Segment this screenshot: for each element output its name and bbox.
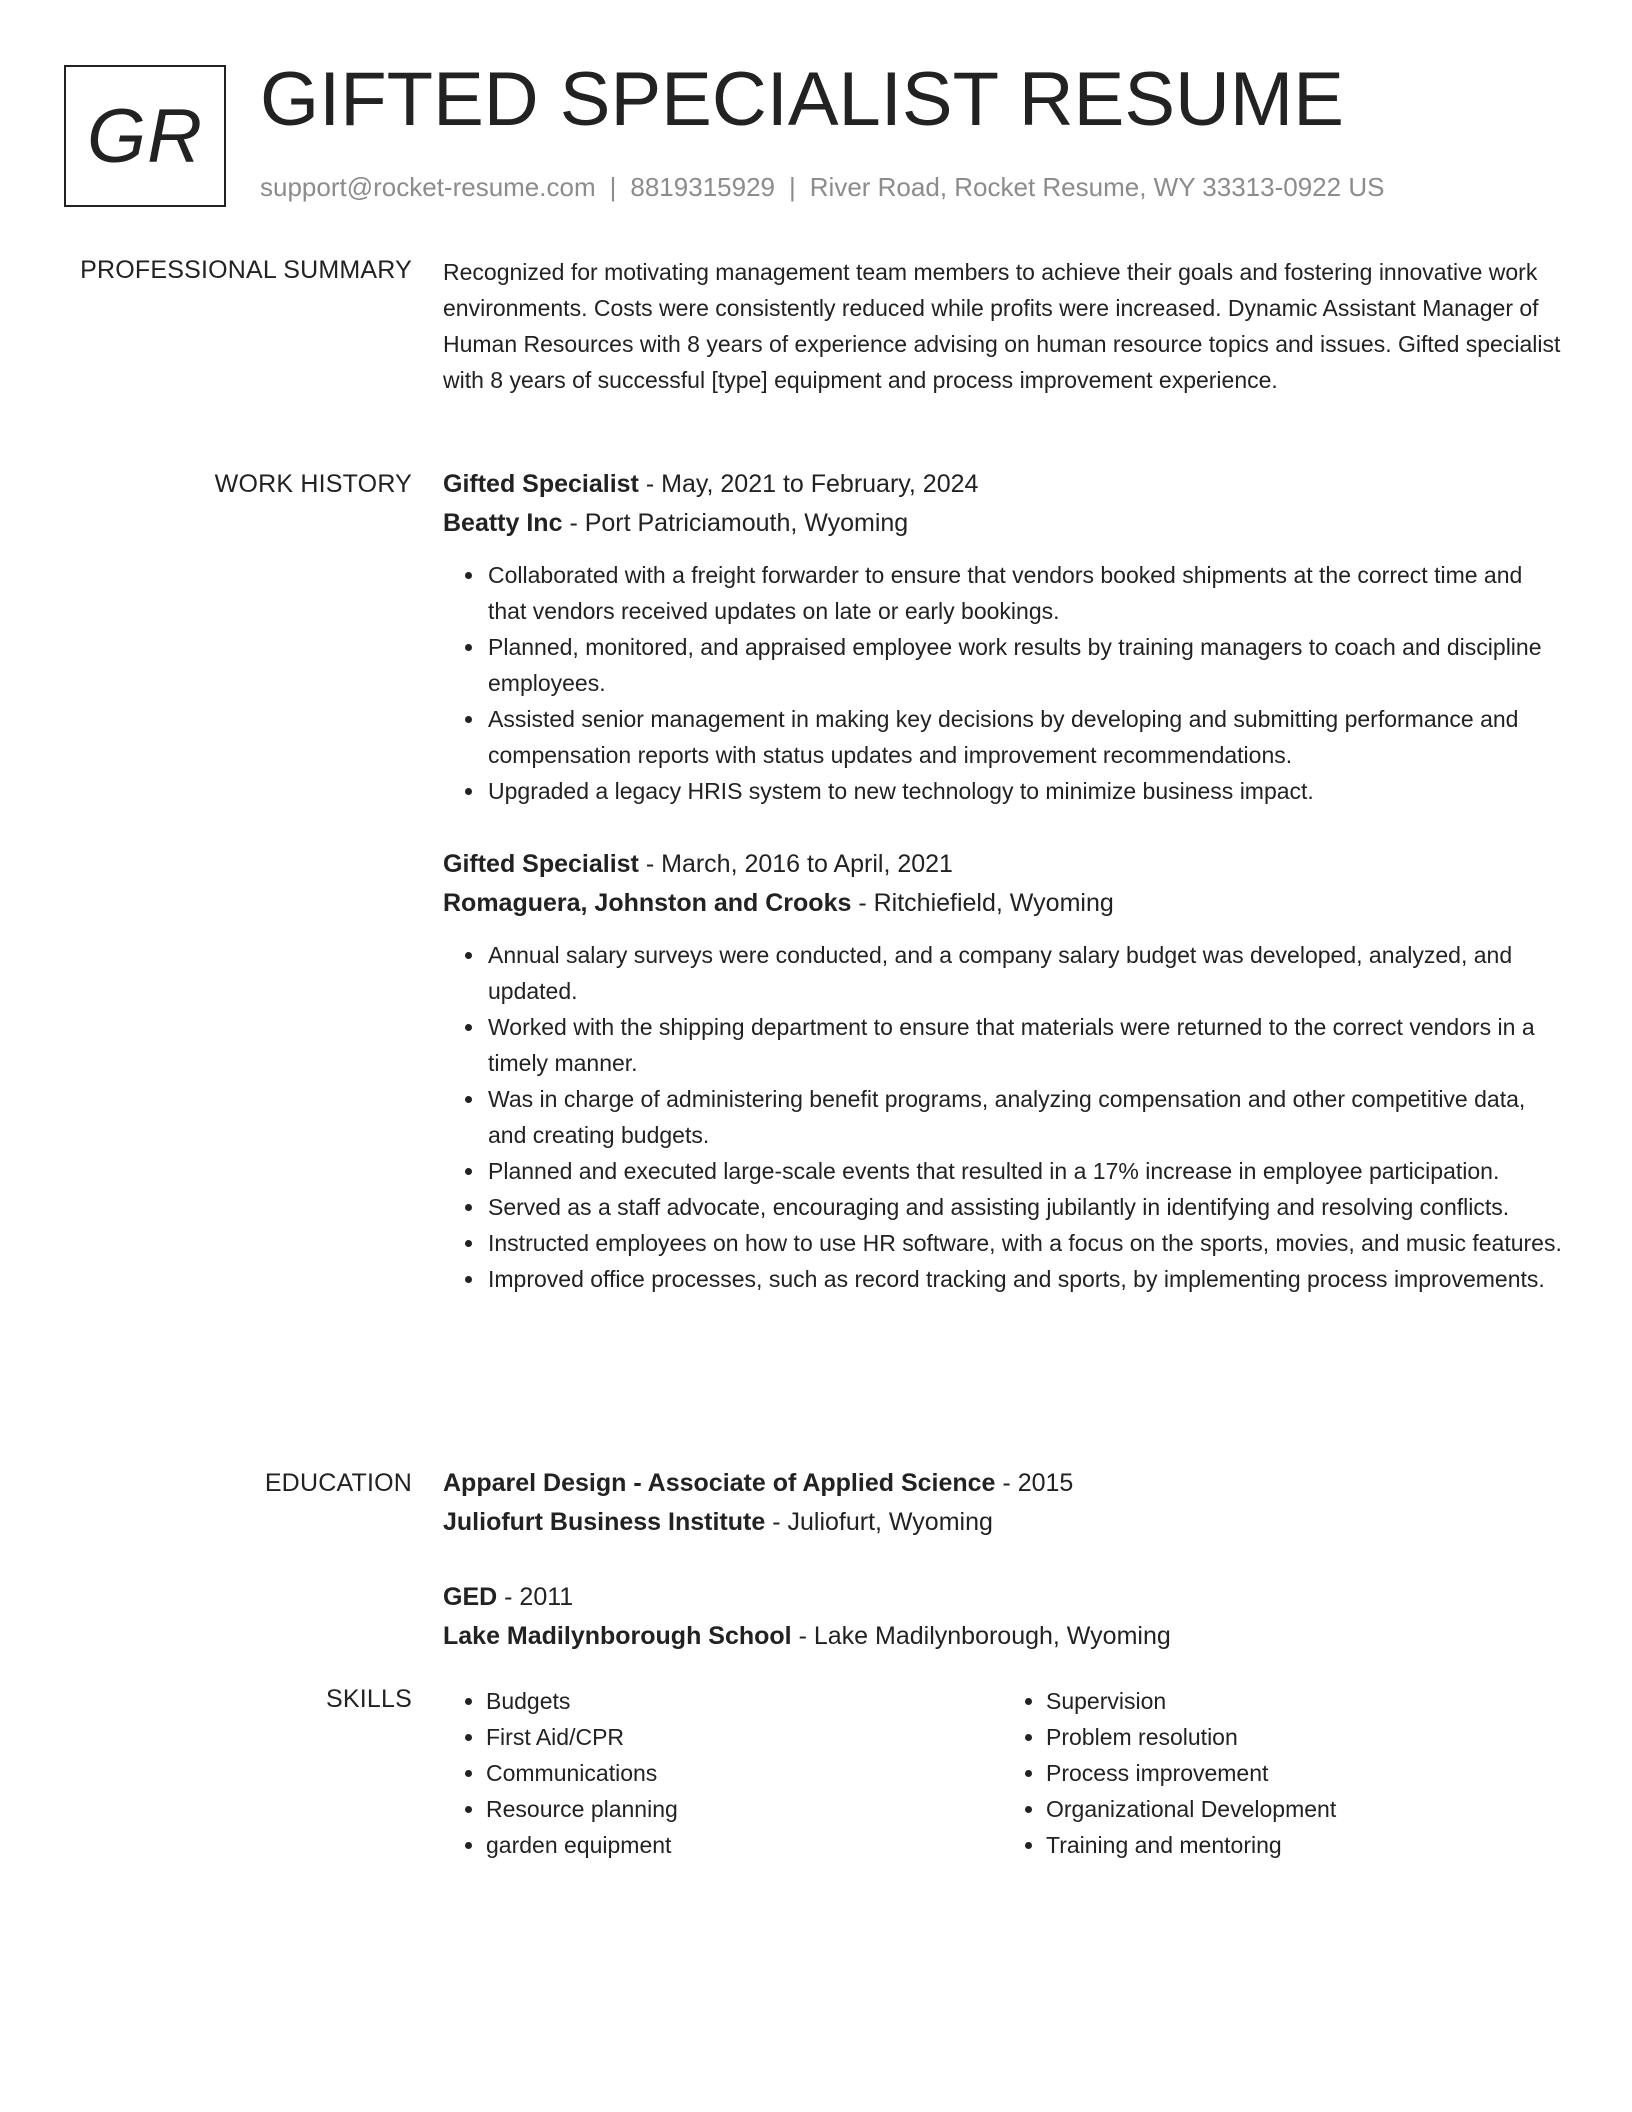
job-company-line: [443, 504, 1563, 543]
section-title-education: EDUCATION: [264, 1469, 412, 1497]
job-location: - Ritchiefield, Wyoming: [858, 889, 1114, 917]
job-bullet: • Collaborated with a freight forwarder to ensure that vendors booked shipments at the correct time and that vendors received updates on late or early bookings.: [486, 557, 1563, 629]
job-entry: [443, 845, 1563, 1297]
education-degree-line: [443, 1578, 1563, 1617]
job-bullet: • Instructed employees on how to use HR software, with a focus on the sports, movies, and music features.: [486, 1225, 1563, 1261]
skill-item: • Communications: [486, 1755, 1003, 1791]
contact-phone: 8819315929: [630, 172, 775, 202]
job-location: - Port Patriciamouth, Wyoming: [569, 509, 909, 537]
education-school-line: [443, 1617, 1563, 1656]
job-role-line: [443, 845, 1563, 884]
job-bullets: [443, 937, 1563, 1297]
job-bullet: • Planned and executed large-scale events that resulted in a 17% increase in employee participation.: [486, 1153, 1563, 1189]
skill-item: • garden equipment: [486, 1827, 1003, 1863]
job-bullet: • Worked with the shipping department to ensure that materials were returned to the correct vendors in a timely manner.: [486, 1009, 1563, 1081]
section-title-work-history: WORK HISTORY: [214, 470, 412, 498]
education-degree-line: [443, 1464, 1563, 1503]
contact-separator: |: [609, 172, 617, 202]
education-degree: Apparel Design - Associate of Applied Science: [443, 1469, 996, 1497]
summary-body: [443, 254, 1563, 398]
education-body: [443, 1464, 1563, 1692]
skills-columns: [443, 1683, 1563, 1863]
contact-separator: |: [789, 172, 796, 202]
skills-list-right: [1003, 1683, 1563, 1863]
job-bullet: • Annual salary surveys were conducted, and a company salary budget was developed, analyzed, and updated.: [486, 937, 1563, 1009]
job-bullet: • Planned, monitored, and appraised employee work results by training managers to coach and discipline employees.: [486, 629, 1563, 701]
job-bullet: • Improved office processes, such as record tracking and sports, by implementing process improvements.: [486, 1261, 1563, 1297]
education-school-line: [443, 1503, 1563, 1542]
skills-list-left: [443, 1683, 1003, 1863]
skills-body: [443, 1683, 1563, 1863]
contact-email: support@rocket-resume.com: [260, 172, 596, 202]
education-degree: GED: [443, 1583, 498, 1611]
job-bullet: • Served as a staff advocate, encouraging and assisting jubilantly in identifying and resolving conflicts.: [486, 1189, 1563, 1225]
education-location: - Lake Madilynborough, Wyoming: [798, 1622, 1171, 1650]
contact-address: River Road, Rocket Resume, WY 33313-0922 US: [809, 172, 1385, 202]
summary-text: Recognized for motivating management team members to achieve their goals and fostering innovative work environments. Costs were consistently reduced while profits were increased. Dynamic Assistant Manager of Human Resources with 8 years of experience advising on human resource topics and issues. Gifted specialist with 8 years of successful [type] equipment and process improvement experience.: [443, 259, 1561, 393]
education-year: - 2015: [1002, 1469, 1074, 1497]
job-bullets: [443, 557, 1563, 809]
job-company-line: [443, 884, 1563, 923]
skill-item: • Resource planning: [486, 1791, 1003, 1827]
skill-item: • Training and mentoring: [1046, 1827, 1563, 1863]
section-title-skills: SKILLS: [326, 1685, 412, 1713]
job-company: Romaguera, Johnston and Crooks: [443, 889, 852, 917]
job-bullet: • Assisted senior management in making key decisions by developing and submitting performance and compensation reports with status updates and improvement recommendations.: [486, 701, 1563, 773]
job-company: Beatty Inc: [443, 509, 563, 537]
skill-item: • Organizational Development: [1046, 1791, 1563, 1827]
job-role: Gifted Specialist: [443, 470, 639, 498]
job-role: Gifted Specialist: [443, 850, 639, 878]
skill-item: • Budgets: [486, 1683, 1003, 1719]
education-year: - 2011: [504, 1583, 574, 1611]
section-title-summary: PROFESSIONAL SUMMARY: [80, 256, 412, 284]
job-entry: [443, 465, 1563, 809]
initials-monogram: GR: [64, 65, 226, 207]
education-entry: [443, 1464, 1563, 1542]
job-bullet: • Upgraded a legacy HRIS system to new technology to minimize business impact.: [486, 773, 1563, 809]
skill-item: • Supervision: [1046, 1683, 1563, 1719]
education-entry: [443, 1578, 1563, 1656]
job-dates: - March, 2016 to April, 2021: [645, 850, 953, 878]
contact-line: [260, 172, 1384, 203]
skill-item: • First Aid/CPR: [486, 1719, 1003, 1755]
education-school: Lake Madilynborough School: [443, 1622, 792, 1650]
education-school: Juliofurt Business Institute: [443, 1508, 766, 1536]
job-role-line: [443, 465, 1563, 504]
job-bullet: • Was in charge of administering benefit programs, analyzing compensation and other competitive data, and creating budgets.: [486, 1081, 1563, 1153]
skill-item: • Problem resolution: [1046, 1719, 1563, 1755]
education-location: - Juliofurt, Wyoming: [772, 1508, 993, 1536]
work-history-body: [443, 465, 1563, 1333]
job-dates: - May, 2021 to February, 2024: [645, 470, 979, 498]
resume-title: GIFTED SPECIALIST RESUME: [260, 57, 1344, 142]
skill-item: • Process improvement: [1046, 1755, 1563, 1791]
